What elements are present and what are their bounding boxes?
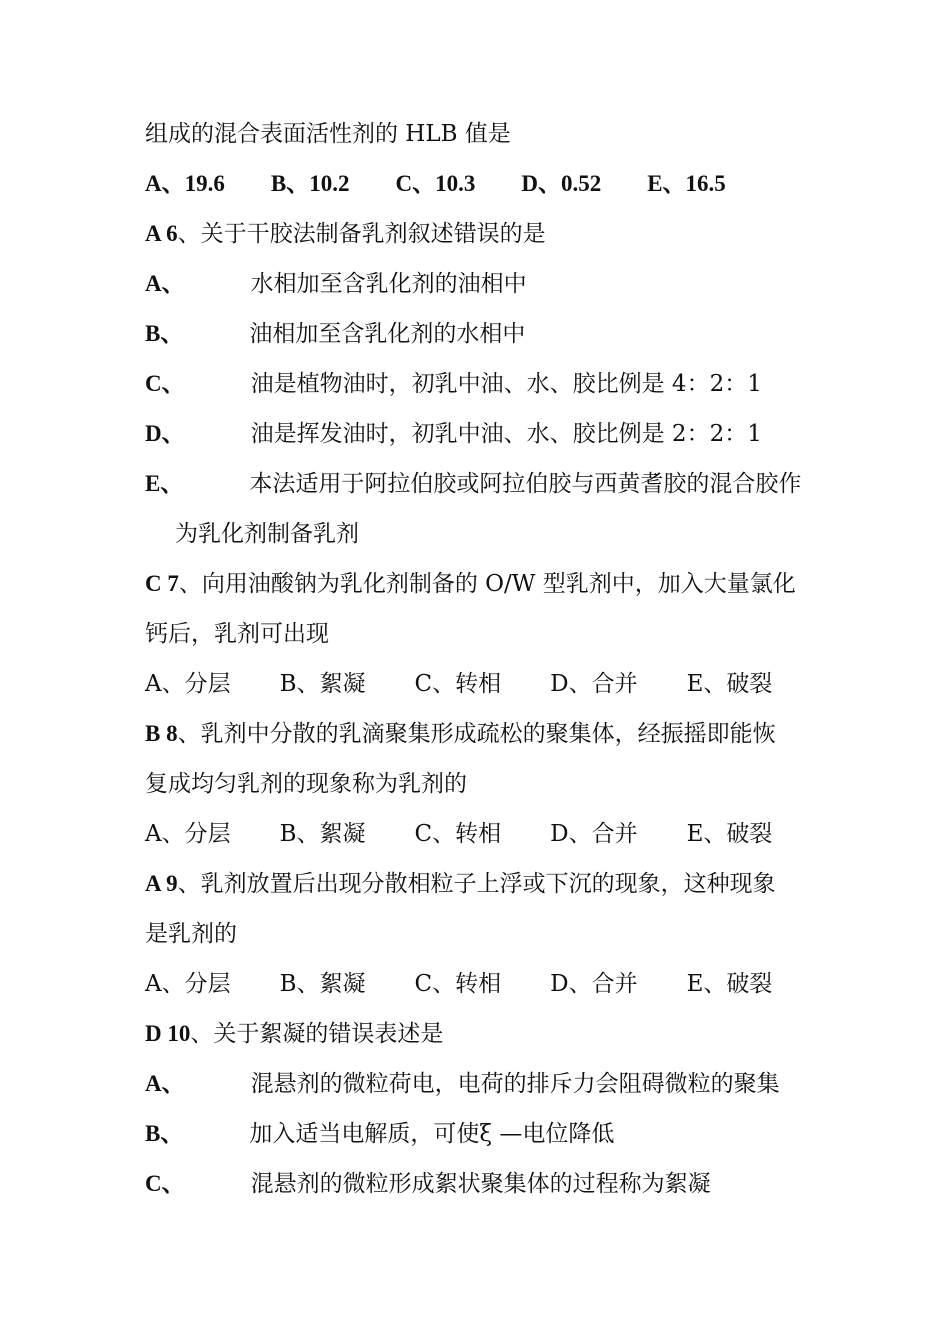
question-6-option-e	[145, 470, 801, 498]
option-a: A、分层	[145, 821, 231, 847]
option-b: B、10.2	[270, 171, 350, 196]
question-6-option-d	[145, 420, 762, 448]
question-8-stem-continued: 复成均匀乳剂的现象称为乳剂的	[145, 771, 467, 797]
option-b: B、絮凝	[279, 671, 366, 697]
question-10-option-c	[145, 1170, 711, 1198]
answer-key: C 7	[145, 571, 179, 596]
option-c: C、转相	[414, 671, 502, 697]
question-9-stem	[145, 870, 776, 898]
question-10-option-a	[145, 1070, 780, 1098]
option-label: D、	[145, 421, 185, 446]
option-a: A、分层	[145, 671, 231, 697]
question-7-stem-continued: 钙后，乳剂可出现	[145, 621, 329, 647]
option-a: A、分层	[145, 971, 231, 997]
answer-key: A 6	[145, 221, 178, 246]
option-label: C、	[145, 1171, 185, 1196]
option-text: 本法适用于阿拉伯胶或阿拉伯胶与西黄耆胶的混合胶作	[249, 471, 802, 497]
question-text: 、向用油酸钠为乳化剂制备的 O/W 型乳剂中，加入大量氯化	[178, 571, 796, 597]
option-c: C、10.3	[395, 171, 476, 196]
option-e: E、16.5	[647, 171, 726, 196]
option-c: C、转相	[414, 821, 502, 847]
answer-key: A 9	[145, 871, 178, 896]
option-b: B、絮凝	[279, 971, 366, 997]
question-10-stem	[145, 1020, 443, 1048]
option-label: B、	[145, 321, 184, 346]
option-text: 油是挥发油时，初乳中油、水、胶比例是 2：2：1	[250, 421, 762, 447]
option-text: 混悬剂的微粒形成絮状聚集体的过程称为絮凝	[250, 1171, 711, 1197]
question-10-option-b	[145, 1120, 614, 1148]
question-6-option-c	[145, 370, 762, 398]
option-text: 混悬剂的微粒荷电，电荷的排斥力会阻碍微粒的聚集	[250, 1071, 780, 1097]
option-a: A、19.6	[145, 171, 225, 196]
question-9-stem-continued: 是乳剂的	[145, 921, 237, 947]
question-text: 、乳剂中分散的乳滴聚集形成疏松的聚集体，经振摇即能恢	[177, 721, 776, 747]
option-text: 加入适当电解质，可使ξ —电位降低	[249, 1121, 615, 1147]
option-e: E、破裂	[686, 671, 773, 697]
question-text: 、乳剂放置后出现分散相粒子上浮或下沉的现象，这种现象	[177, 871, 776, 897]
answer-key: B 8	[145, 721, 178, 746]
option-d: D、0.52	[521, 171, 602, 196]
answer-key: D 10	[145, 1021, 191, 1046]
question-6-option-e-continued: 为乳化剂制备乳剂	[175, 521, 359, 547]
option-label: B、	[145, 1121, 184, 1146]
option-e: E、破裂	[686, 821, 773, 847]
question-5-stem-continued: 组成的混合表面活性剂的 HLB 值是	[145, 121, 511, 147]
question-5-options	[145, 170, 726, 198]
option-d: D、合并	[550, 971, 638, 997]
question-6-stem	[145, 220, 546, 248]
question-7-options	[145, 670, 772, 698]
question-6-option-a	[145, 270, 527, 298]
option-b: B、絮凝	[279, 821, 366, 847]
option-c: C、转相	[414, 971, 502, 997]
option-label: C、	[145, 371, 185, 396]
option-text: 油相加至含乳化剂的水相中	[249, 321, 526, 347]
question-7-stem	[145, 570, 796, 598]
option-e: E、破裂	[686, 971, 773, 997]
option-text: 水相加至含乳化剂的油相中	[250, 271, 527, 297]
question-8-stem	[145, 720, 776, 748]
question-6-option-b	[145, 320, 525, 348]
question-8-options	[145, 820, 772, 848]
option-text: 油是植物油时，初乳中油、水、胶比例是 4：2：1	[250, 371, 762, 397]
option-d: D、合并	[550, 821, 638, 847]
option-label: A、	[145, 271, 185, 296]
option-label: A、	[145, 1071, 185, 1096]
question-9-options	[145, 970, 772, 998]
question-text: 、关于絮凝的错误表述是	[190, 1021, 444, 1047]
option-label: E、	[145, 471, 184, 496]
question-text: 、关于干胶法制备乳剂叙述错误的是	[177, 221, 546, 247]
option-d: D、合并	[550, 671, 638, 697]
